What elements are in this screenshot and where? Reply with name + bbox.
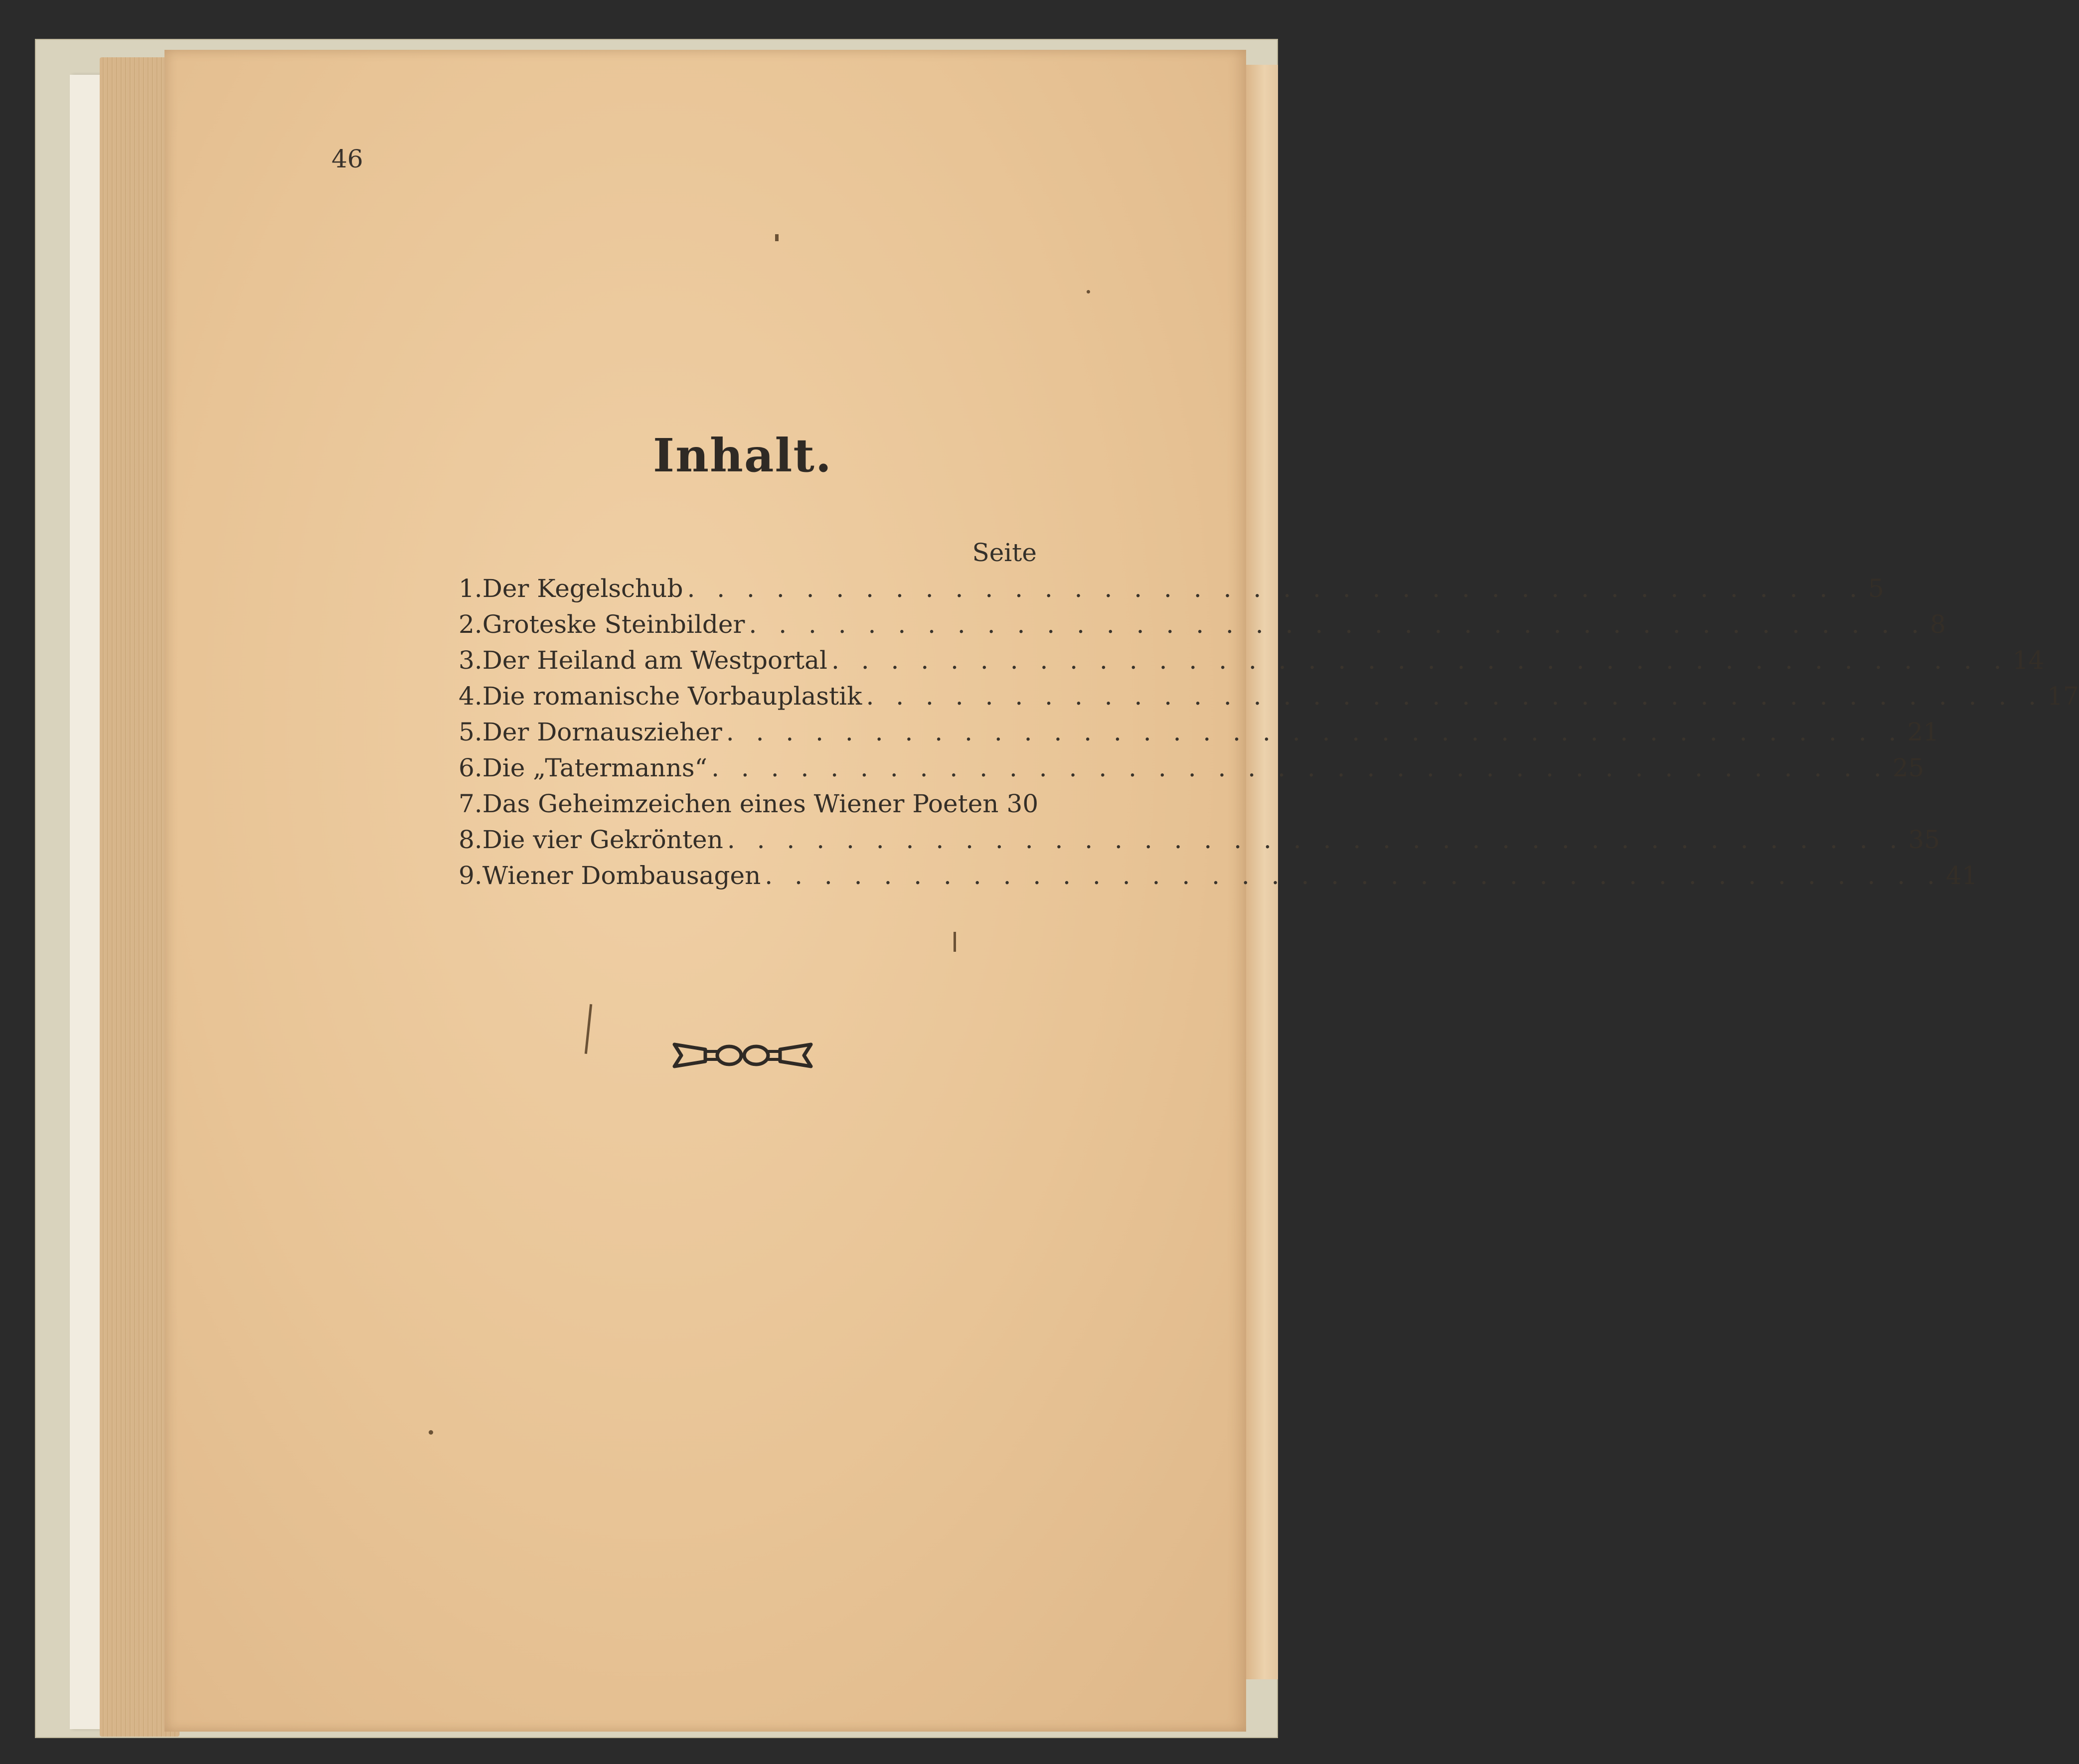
toc-entry <box>459 825 1940 861</box>
toc-leader-dots: . . . . . . . . . . . . . . . . . . . . . . . . . . . . . . . . . . . . . . . . <box>765 861 1942 890</box>
toc-entry-number: 5. <box>459 718 482 746</box>
toc-entry-title: Die romanische Vorbauplastik <box>482 682 862 711</box>
toc-entry-title: Der Kegelschub <box>482 574 683 603</box>
toc-entry <box>459 610 1946 646</box>
toc-entry-page: 35 <box>1908 825 1940 854</box>
toc-entry-page: 17 <box>2047 682 2079 711</box>
toc-entry-title: Das Geheimzeichen eines Wiener Poeten <box>482 789 999 818</box>
toc-leader-dots: . . . . . . . . . . . . . . . . . . . . . . . . . . . . . . . . . . . . . . . . <box>711 753 1889 782</box>
toc-entry <box>459 753 1924 789</box>
toc-entry <box>459 718 1939 753</box>
toc-entry-title: Groteske Steinbilder <box>482 610 745 639</box>
toc-leader-dots: . . . . . . . . . . . . . . . . . . . . . . . . . . . . . . . . . . . . . . . . <box>727 825 1905 854</box>
toc-entry-page: 30 <box>1006 789 1039 818</box>
toc-entry-number: 8. <box>459 825 482 854</box>
toc-entry-page: 21 <box>1907 718 1939 746</box>
toc-entry <box>459 646 2045 682</box>
paper-speck <box>954 932 956 952</box>
toc-entry-number: 9. <box>459 861 482 890</box>
toc-entry-number: 7. <box>459 789 482 818</box>
toc-leader-dots: . . . . . . . . . . . . . . . . . . . . . . . . . . . . . . . . . . . . . . . . <box>749 610 1926 639</box>
page-column-header: Seite <box>972 538 1037 567</box>
toc-entry-number: 2. <box>459 610 482 639</box>
toc-entry-number: 3. <box>459 646 482 675</box>
toc-entry <box>459 682 2079 718</box>
toc-entry-page: 5 <box>1868 574 1884 603</box>
toc-entry-page: 8 <box>1930 610 1946 639</box>
toc-entry-page: 41 <box>1945 861 1978 890</box>
page-title: Inhalt. <box>653 429 832 482</box>
fleuron-ornament-icon <box>670 1040 815 1070</box>
toc-entry-number: 4. <box>459 682 482 711</box>
paper-speck <box>429 1430 433 1435</box>
toc-leader-dots: . . . . . . . . . . . . . . . . . . . . . . . . . . . . . . . . . . . . . . . . <box>831 646 2009 675</box>
toc-entry-title: Wiener Dombausagen <box>482 861 761 890</box>
toc-entry <box>459 574 1884 610</box>
toc-entry-title: Die „Tatermanns“ <box>482 753 708 782</box>
page-number: 46 <box>331 145 363 173</box>
toc-entry-title: Die vier Gekrönten <box>482 825 723 854</box>
paper-speck <box>1087 290 1090 294</box>
toc-entry-number: 6. <box>459 753 482 782</box>
toc-leader-dots: . . . . . . . . . . . . . . . . . . . . . . . . . . . . . . . . . . . . . . . . <box>726 718 1904 746</box>
toc-entry-title: Der Heiland am Westportal <box>482 646 827 675</box>
toc-entry-title: Der Dornauszieher <box>482 718 722 746</box>
toc-entry-number: 1. <box>459 574 482 603</box>
toc-entry-page: 14 <box>2012 646 2045 675</box>
toc-entry <box>459 789 1039 825</box>
table-of-contents <box>459 574 2079 897</box>
toc-leader-dots: . . . . . . . . . . . . . . . . . . . . . . . . . . . . . . . . . . . . . . . . <box>687 574 1865 603</box>
toc-entry <box>459 861 1978 897</box>
paper-speck <box>775 234 779 241</box>
toc-entry-page: 25 <box>1892 753 1924 782</box>
toc-leader-dots: . . . . . . . . . . . . . . . . . . . . . . . . . . . . . . . . . . . . . . . . <box>866 682 2044 711</box>
